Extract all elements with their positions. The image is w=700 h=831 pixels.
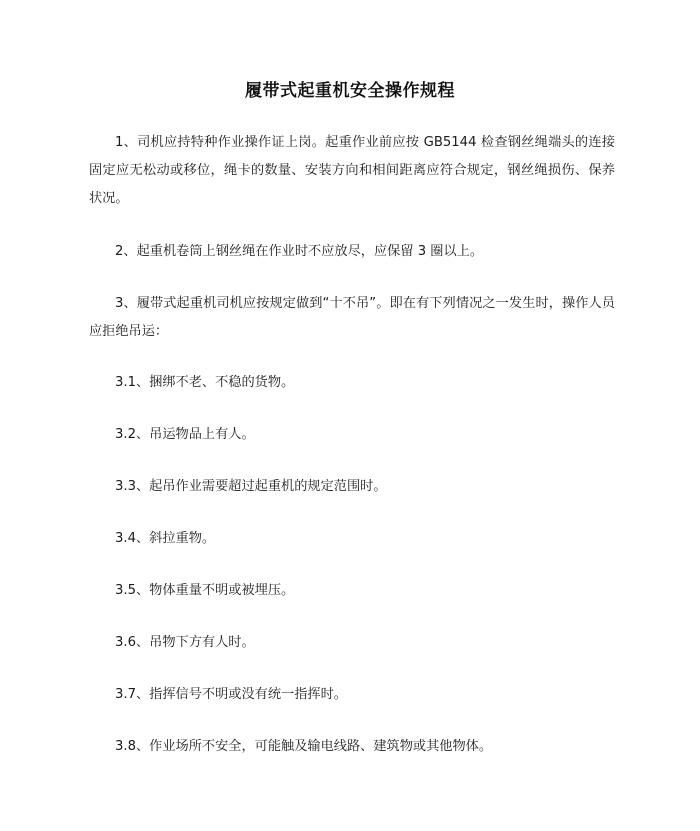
list-item: 3.8、作业场所不安全，可能触及输电线路、建筑物或其他物体。 <box>115 739 493 754</box>
list-item: 3.4、斜拉重物。 <box>115 531 216 546</box>
list-item: 3.1、捆绑不老、不稳的货物。 <box>115 375 295 390</box>
list-item: 3.2、吊运物品上有人。 <box>115 427 255 442</box>
paragraph-3: 3、履带式起重机司机应按规定做到“十不吊”。即在有下列情况之一发生时，操作人员应拒绝吊运： <box>89 296 615 339</box>
list-item: 3.3、起吊作业需要超过起重机的规定范围时。 <box>115 479 387 494</box>
list-item: 3.6、吊物下方有人时。 <box>115 635 255 650</box>
paragraph-2: 2、起重机卷筒上钢丝绳在作业时不应放尽，应保留 3 圈以上。 <box>115 244 484 259</box>
document-title: 履带式起重机安全操作规程 <box>245 81 455 101</box>
list-item: 3.5、物体重量不明或被埋压。 <box>115 583 295 598</box>
list-item: 3.7、指挥信号不明或没有统一指挥时。 <box>115 687 347 702</box>
paragraph-1: 1、司机应持特种作业操作证上岗。起重作业前应按 GB5144 检查钢丝绳端头的连接固定应无松动或移位，绳卡的数量、安装方向和相间距离应符合规定，钢丝绳损伤、保养状况。 <box>89 135 615 206</box>
